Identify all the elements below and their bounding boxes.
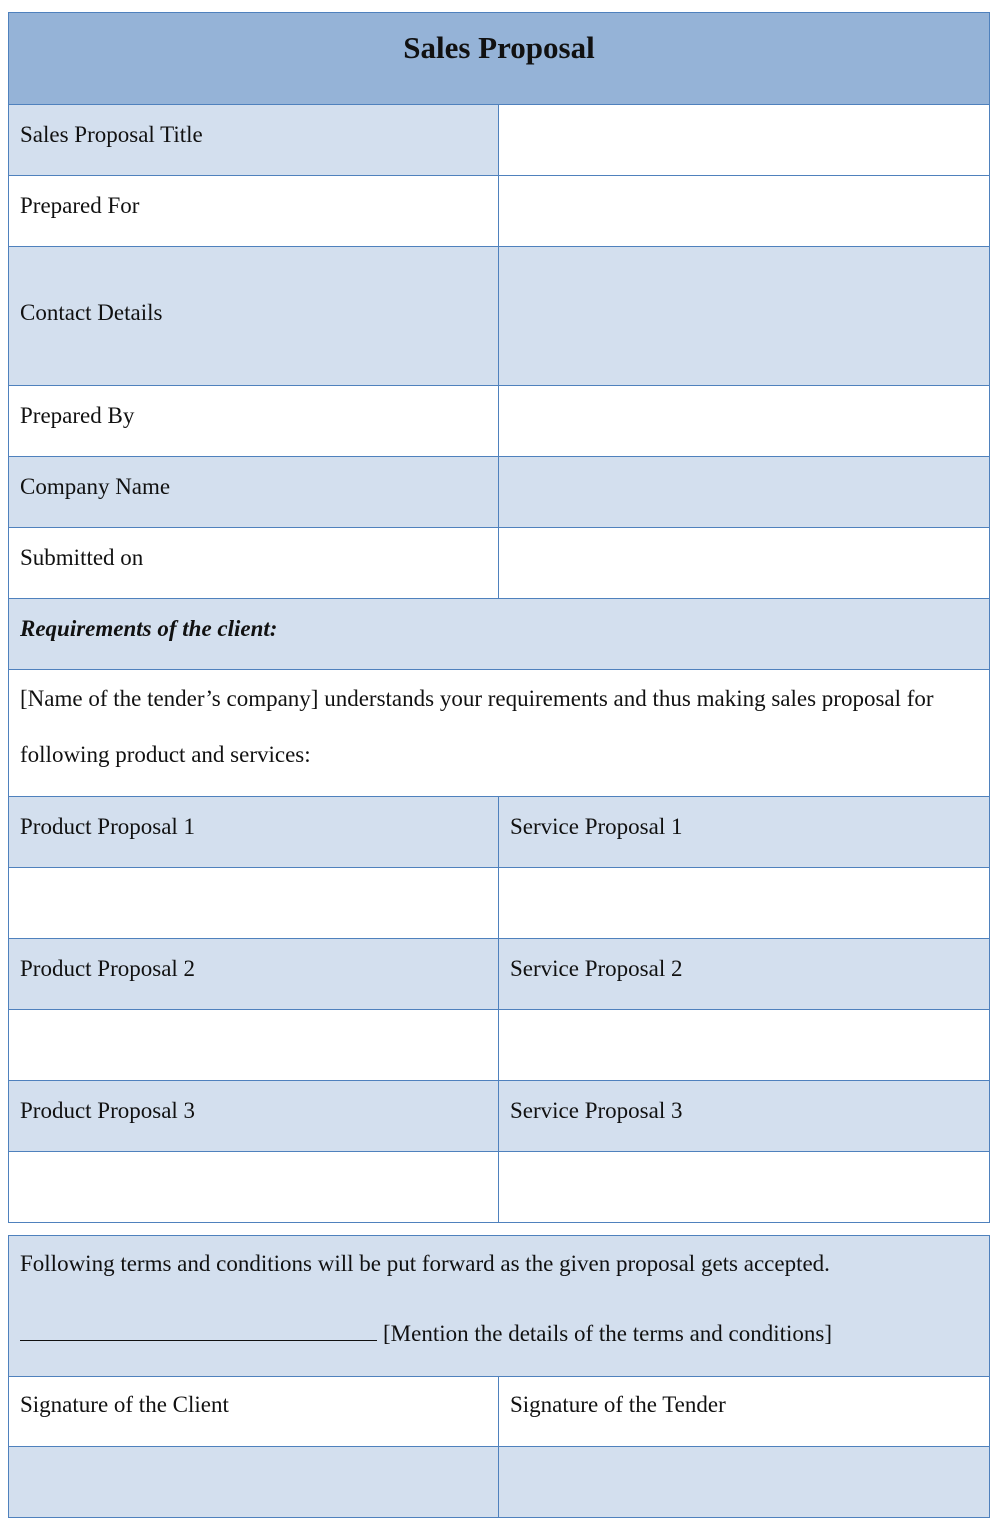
service-proposal-label: Service Proposal 3	[510, 1098, 683, 1123]
service-proposal-label-cell	[498, 796, 990, 868]
field-label-cell	[8, 104, 499, 176]
product-proposal-1-input[interactable]	[8, 867, 499, 939]
field-value-submitted-on[interactable]	[498, 527, 990, 599]
product-proposal-label: Product Proposal 3	[20, 1098, 196, 1123]
terms-details-line	[20, 1320, 832, 1348]
field-label: Prepared By	[20, 403, 135, 428]
form-header	[8, 12, 990, 105]
field-label-cell	[8, 246, 499, 386]
product-proposal-label-cell	[8, 1080, 499, 1152]
field-label-cell	[8, 527, 499, 599]
service-proposal-label: Service Proposal 1	[510, 814, 683, 839]
field-label-cell	[8, 175, 499, 247]
sales-proposal-table	[8, 12, 990, 1223]
field-label-cell	[8, 456, 499, 528]
field-label: Prepared For	[20, 193, 140, 218]
product-proposal-label-cell	[8, 938, 499, 1010]
service-proposal-label: Service Proposal 2	[510, 956, 683, 981]
field-label: Company Name	[20, 474, 171, 499]
field-label-cell	[8, 385, 499, 457]
signature-tender-field[interactable]	[498, 1446, 990, 1518]
service-proposal-1-input[interactable]	[498, 867, 990, 939]
field-label: Sales Proposal Title	[20, 122, 203, 147]
field-value-company-name[interactable]	[498, 456, 990, 528]
product-proposal-label-cell	[8, 796, 499, 868]
field-value-prepared-by[interactable]	[498, 385, 990, 457]
signature-client-label-cell	[8, 1376, 499, 1447]
product-proposal-2-input[interactable]	[8, 1009, 499, 1081]
signature-client-field[interactable]	[8, 1446, 499, 1518]
product-proposal-label: Product Proposal 1	[20, 814, 196, 839]
requirements-text: [Name of the tender’s company] understands your requirements and thus making sales proposal for following product and services:	[20, 686, 934, 767]
requirements-heading-cell	[8, 598, 990, 670]
terms-intro: Following terms and conditions will be put forward as the given proposal gets accepted.	[20, 1251, 830, 1276]
signature-client-label: Signature of the Client	[20, 1392, 229, 1417]
terms-cell	[8, 1235, 990, 1377]
product-proposal-label: Product Proposal 2	[20, 956, 196, 981]
service-proposal-label-cell	[498, 938, 990, 1010]
field-label: Contact Details	[20, 300, 163, 325]
field-value-prepared-for[interactable]	[498, 175, 990, 247]
service-proposal-2-input[interactable]	[498, 1009, 990, 1081]
form-title: Sales Proposal	[403, 30, 595, 65]
signature-tender-label: Signature of the Tender	[510, 1392, 726, 1417]
terms-placeholder: [Mention the details of the terms and conditions]	[383, 1321, 833, 1346]
service-proposal-label-cell	[498, 1080, 990, 1152]
product-proposal-3-input[interactable]	[8, 1151, 499, 1223]
service-proposal-3-input[interactable]	[498, 1151, 990, 1223]
field-label: Submitted on	[20, 545, 144, 570]
signature-tender-label-cell	[498, 1376, 990, 1447]
terms-blank-line[interactable]	[20, 1320, 377, 1341]
terms-table	[8, 1235, 990, 1518]
field-value-sales-proposal-title[interactable]	[498, 104, 990, 176]
requirements-heading: Requirements of the client:	[20, 616, 278, 641]
requirements-text-cell	[8, 669, 990, 797]
field-value-contact-details[interactable]	[498, 246, 990, 386]
